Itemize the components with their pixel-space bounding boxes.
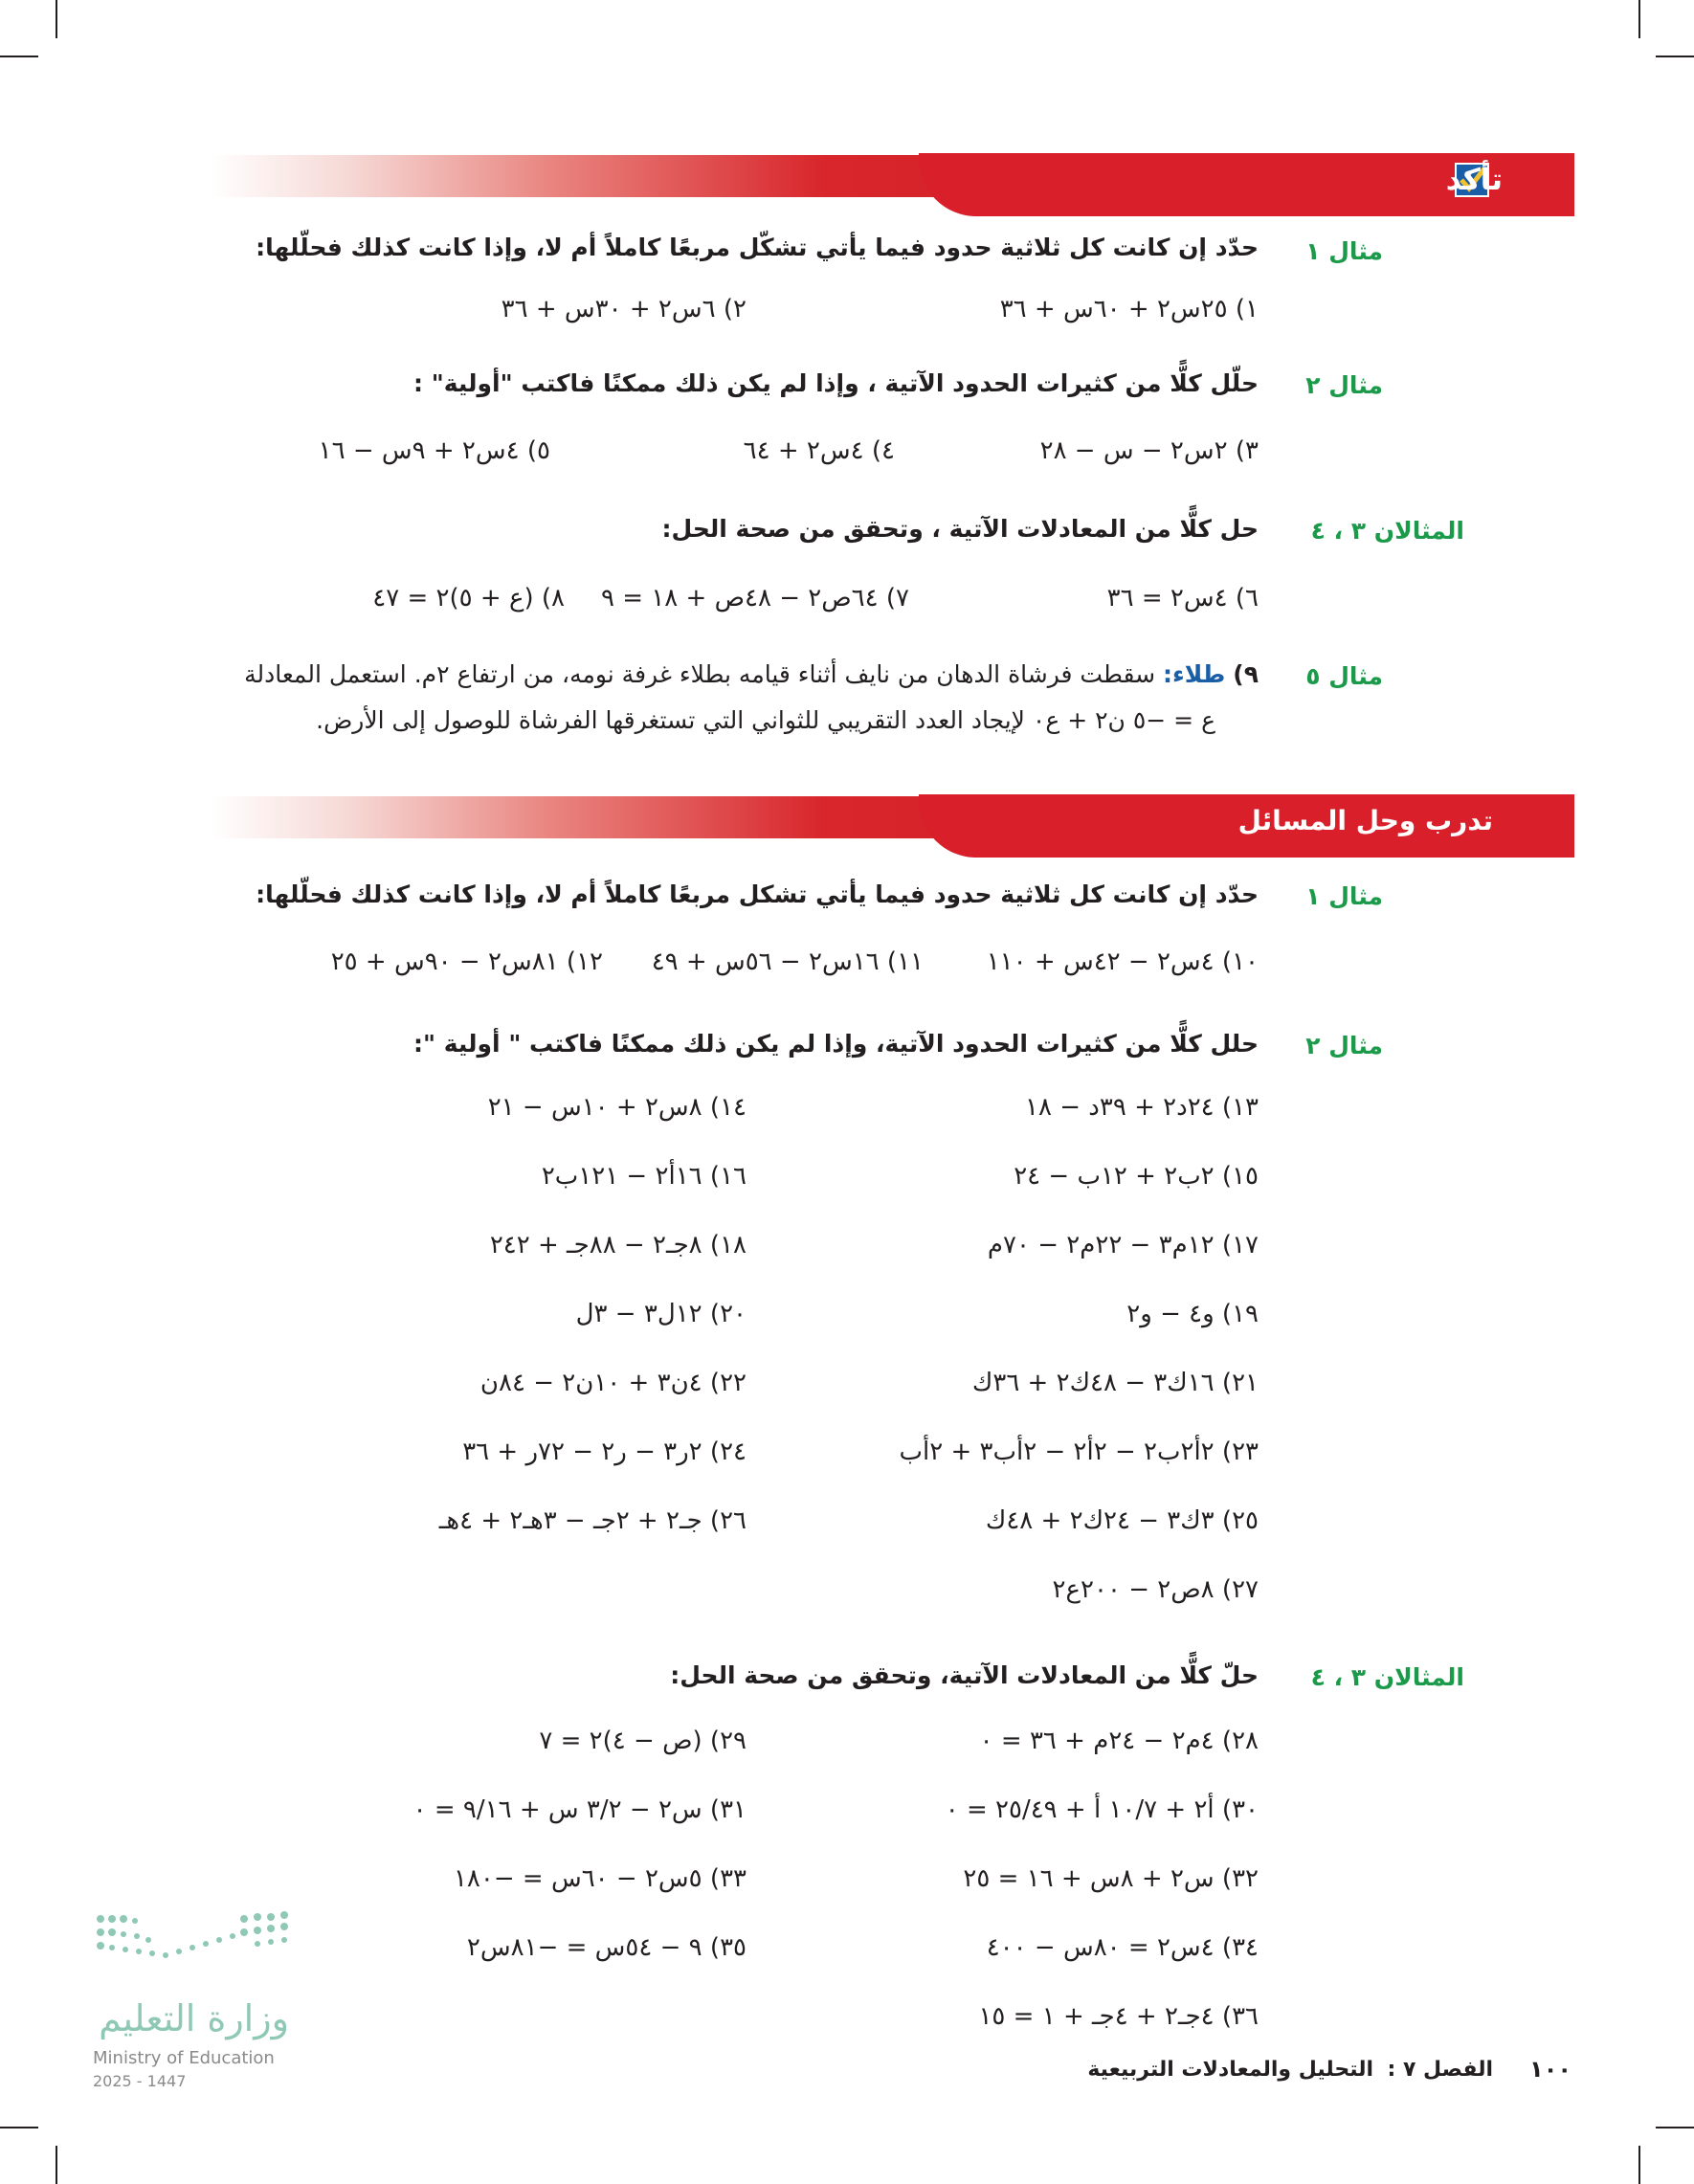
instruction: حلل كلًّا من كثيرات الحدود الآتية، وإذا لم يكن ذلك ممكنًا فاكتب " أولية ": xyxy=(413,1030,1259,1058)
exercise-item: ١٤) ٨س٢ + ١٠س − ٢١ xyxy=(487,1093,747,1122)
check-banner-title: تأكد xyxy=(1445,163,1503,197)
exercise-item: ٣٥) ٩ − ٥٤س = −٨١س٢ xyxy=(466,1933,747,1962)
exercise-item: ٢٣) ٢أ٢ب٢ − ٢أ٢ − ٢أب٣ + ٢أب xyxy=(899,1437,1259,1466)
exercise-item: ٨) (ع + ٥)٢ = ٤٧ xyxy=(372,584,565,613)
exercise-item: ٢٦) جـ٢ + ٢جـ − ٣هـ٢ + ٤هـ xyxy=(438,1506,747,1535)
exercise-item: ١٦) ١٦أ٢ − ١٢١ب٢ xyxy=(541,1162,747,1191)
crop-mark xyxy=(1656,56,1694,57)
chapter-label: الفصل ٧ : xyxy=(1387,2058,1493,2082)
page-number: ١٠٠ xyxy=(1529,2056,1571,2083)
exercise-item: ٣١) س٢ − ٣/٢ س + ٩/١٦ = ٠ xyxy=(412,1795,747,1824)
exercise-item: ٢٥) ٣ك٣ − ٢٤ك٢ + ٤٨ك xyxy=(985,1506,1259,1535)
example-label: المثالان ٣ ، ٤ xyxy=(1310,1663,1464,1691)
exercise-item: ١٩) و٤ − و٢ xyxy=(1126,1300,1259,1328)
crop-mark xyxy=(56,0,57,38)
problem-text: سقطت فرشاة الدهان من نايف أثناء قيامه بطلاء غرفة نومه، من ارتفاع ٢م. استعمل المعادلة xyxy=(244,660,1156,688)
crop-mark xyxy=(56,2146,57,2184)
chapter-title: التحليل والمعادلات التربيعية xyxy=(1087,2058,1373,2082)
exercise-item: ١٧) ١٢م٣ − ٢٢م٢ − ٧٠م xyxy=(987,1231,1259,1259)
word-problem-line xyxy=(244,660,1259,688)
exercise-item: ٢٧) ٨ص٢ − ٢٠٠ع٢ xyxy=(1052,1575,1259,1604)
exercise-item: ٢٨) ٤م٢ − ٢٤م + ٣٦ = ٠ xyxy=(979,1727,1259,1755)
exercise-item: ٣٦) ٤جـ٢ + ٤جـ + ١ = ١٥ xyxy=(978,2002,1259,2031)
exercise-item: ١٣) ٢٤د٢ + ٣٩د − ١٨ xyxy=(1025,1093,1259,1122)
instruction: حدّد إن كانت كل ثلاثية حدود فيما يأتي تشكّل مربعًا كاملاً أم لا، وإذا كانت كذلك فحلّلها: xyxy=(256,234,1259,261)
exercise-item: ٢٩) (ص − ٤)٢ = ٧ xyxy=(539,1727,747,1755)
exercise-item: ١٠) ٤س٢ − ٤٢س + ١١٠ xyxy=(986,947,1259,976)
example-label: المثالان ٣ ، ٤ xyxy=(1310,517,1464,545)
crop-mark xyxy=(1656,2127,1694,2128)
crop-mark xyxy=(1638,0,1640,38)
instruction: حلّ كلًّا من المعادلات الآتية، وتحقق من صحة الحل: xyxy=(670,1661,1259,1689)
exercise-item: ٣٢) س٢ + ٨س + ١٦ = ٢٥ xyxy=(963,1864,1259,1893)
exercise-item: ٣٠) أ٢ + ١٠/٧ أ + ٢٥/٤٩ = ٠ xyxy=(945,1795,1259,1824)
exercise-item: ٥) ٤س٢ + ٩س − ١٦ xyxy=(318,436,550,465)
exercise-item: ١٥) ٢ب٢ + ١٢ب − ٢٤ xyxy=(1014,1162,1259,1191)
example-label: مثال ٢ xyxy=(1305,1032,1383,1059)
problem-text-line2: ع = −٥ ن٢ + ع٠ لإيجاد العدد التقريبي للثواني التي تستغرقها الفرشاة للوصول إلى الأرض. xyxy=(316,706,1215,734)
crop-mark xyxy=(1638,2146,1640,2184)
keyword-label: طلاء: xyxy=(1163,660,1226,688)
example-label: مثال ١ xyxy=(1305,237,1383,265)
exercise-item: ٢١) ١٦ك٣ − ٤٨ك٢ + ٣٦ك xyxy=(971,1369,1259,1397)
practice-banner-title: تدرب وحل المسائل xyxy=(1237,805,1493,836)
logo-dots-icon xyxy=(91,1909,301,1986)
exercise-item: ٧) ٦٤ص٢ − ٤٨ص + ١٨ = ٩ xyxy=(601,584,909,613)
exercise-item: ٣٣) ٥س٢ − ٦٠س = −١٨٠ xyxy=(453,1864,747,1893)
instruction: حل كلًّا من المعادلات الآتية ، وتحقق من صحة الحل: xyxy=(661,515,1259,543)
exercise-item: ٣) ٢س٢ − س − ٢٨ xyxy=(1039,436,1259,465)
exercise-item: ٣٤) ٤س٢ = ٨٠س − ٤٠٠ xyxy=(986,1933,1259,1962)
exercise-item: ٢٠) ١٢ل٣ − ٣ل xyxy=(575,1300,747,1328)
exercise-item: ٢) ٦س٢ + ٣٠س + ٣٦ xyxy=(501,295,747,323)
exercise-item: ٢٤) ٢ر٣ − ر٢ − ٧٢ر + ٣٦ xyxy=(462,1437,747,1466)
ministry-logo xyxy=(91,1909,311,2101)
instruction: حدّد إن كانت كل ثلاثية حدود فيما يأتي تشكل مربعًا كاملاً أم لا، وإذا كانت كذلك فحلّلها: xyxy=(256,880,1259,908)
logo-year-text: 2025 - 1447 xyxy=(93,2072,187,2090)
crop-mark xyxy=(0,2127,38,2128)
logo-arabic-text: وزارة التعليم xyxy=(99,1997,289,2039)
exercise-item: ٤) ٤س٢ + ٦٤ xyxy=(743,436,895,465)
exercise-item: ١١) ١٦س٢ − ٥٦س + ٤٩ xyxy=(651,947,924,976)
exercise-item: ١٨) ٨جـ٢ − ٨٨جـ + ٢٤٢ xyxy=(489,1231,747,1259)
exercise-item: ٦) ٤س٢ = ٣٦ xyxy=(1106,584,1259,613)
crop-mark xyxy=(0,56,38,57)
exercise-number: ٩) xyxy=(1233,660,1259,688)
example-label: مثال ٥ xyxy=(1305,662,1383,690)
example-label: مثال ١ xyxy=(1305,882,1383,910)
exercise-item: ١٢) ٨١س٢ − ٩٠س + ٢٥ xyxy=(330,947,603,976)
example-label: مثال ٢ xyxy=(1305,371,1383,399)
exercise-item: ١) ٢٥س٢ + ٦٠س + ٣٦ xyxy=(999,295,1259,323)
logo-english-text: Ministry of Education xyxy=(93,2048,275,2068)
instruction: حلّل كلًّا من كثيرات الحدود الآتية ، وإذا لم يكن ذلك ممكنًا فاكتب "أولية" : xyxy=(413,369,1259,397)
exercise-item: ٢٢) ٤ن٣ + ١٠ن٢ − ٨٤ن xyxy=(479,1369,747,1397)
